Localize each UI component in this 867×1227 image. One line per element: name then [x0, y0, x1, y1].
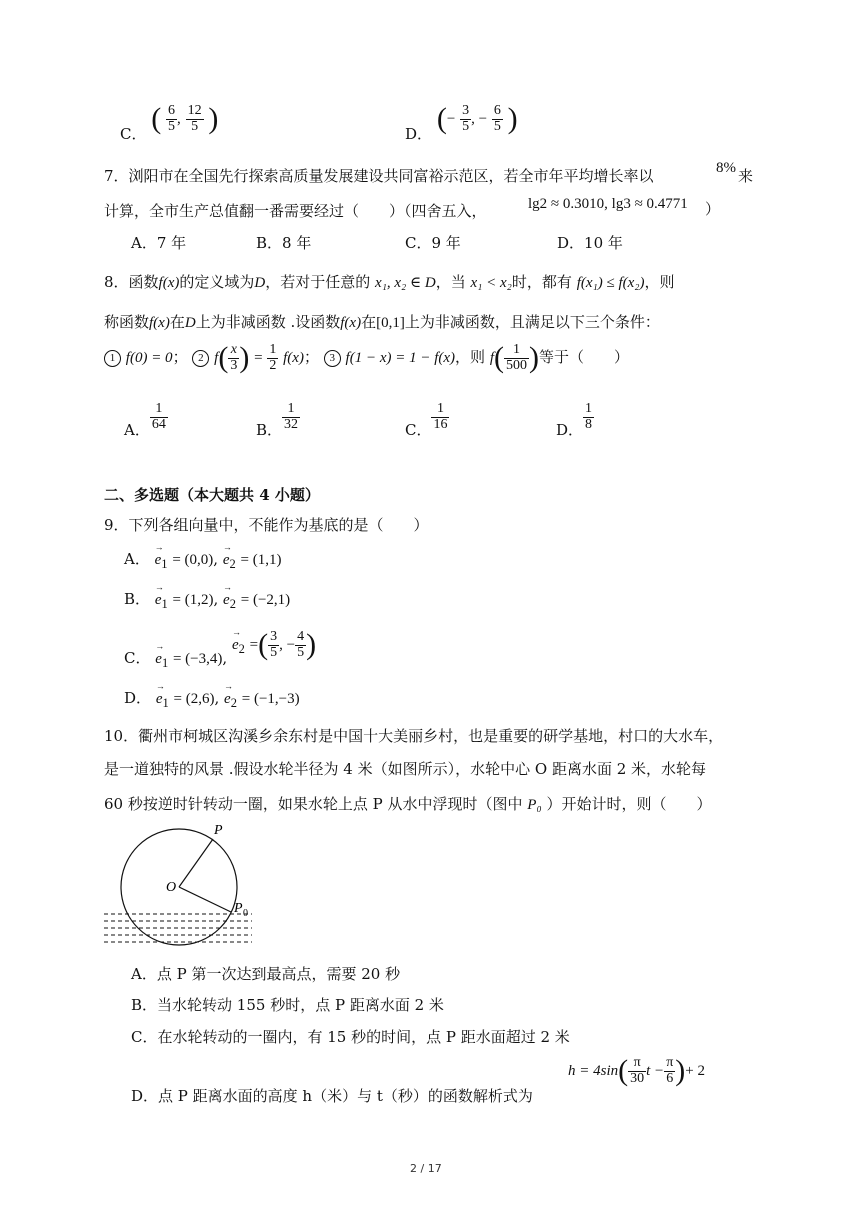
radius-to-p [179, 839, 213, 887]
q7-option-b: B．8 年 [256, 234, 312, 252]
q10-line3: 60 秒按逆时针转动一圈，如果水轮上点 P 从水中浮现时（图中 P₀ ）开始计时，则（ ） [104, 795, 712, 813]
label-o: O [166, 880, 177, 895]
q7-line2: 计算，全市生产总值翻一番需要经过（ ）（四舍五入， [104, 202, 487, 220]
q7-close: ） [705, 200, 721, 218]
q9-option-c: C． → $e_1 = (-3,4)$, → $e_2$ =( $\frac{3}{5}$ , − $\frac{4}{5}$ ) [124, 630, 316, 660]
label-p: P [214, 823, 223, 838]
q9-option-a: A． → $e_1 = (0,0)$, → $e_2 = (1,1)$ [124, 548, 282, 572]
q10-formula: h = 4sin( $\frac{\pi}{30}$ t − $\frac{\pi}{6}$ )+ 2 [568, 1054, 705, 1088]
option-label: C． [120, 125, 147, 144]
q6-option-c: C． ( $\frac{6}{5}$ , $\frac{12}{5}$ ) [120, 102, 219, 144]
q7-option-c: C．9 年 [405, 234, 461, 252]
q10-option-b: B．当水轮转动 155 秒时，点 P 距离水面 2 米 [131, 996, 444, 1014]
label-p0-sub: 0 [243, 908, 248, 919]
q7-option-d: D．10 年 [557, 234, 623, 252]
q9-option-d: D． → $e_1 = (2,6)$, → $e_2 = (-1,-3)$ [124, 687, 300, 711]
q8-line2: 称函数f(x)在D上为非减函数 .设函数f(x)在[0,1]上为非减函数，且满足以下三个条件： [104, 313, 660, 331]
q10-option-d: D．点 P 距离水面的高度 h（米）与 t（秒）的函数解析式为 [131, 1087, 533, 1105]
label-p0: P [234, 901, 243, 916]
q10-line2: 是一道独特的风景 .假设水轮半径为 4 米（如图所示），水轮中心 O 距离水面 2 米，水轮每 [104, 760, 707, 778]
q7-logs: lg2 ≈ 0.3010, lg3 ≈ 0.4771 [528, 196, 688, 212]
water-wheel-figure [100, 818, 270, 958]
q8-option-a: A． $\frac{1}{64}$ [124, 401, 166, 440]
q7-line1-end: 来 [738, 167, 754, 185]
page-number: 2 / 17 [410, 1162, 442, 1175]
q6-option-d: D． (− $\frac{3}{5}$ , − $\frac{6}{5}$ ) [405, 102, 518, 144]
radius-to-p0 [179, 887, 231, 912]
q8-line1: 8．函数f(x)的定义域为D，若对于任意的 x₁, x₂ ∈ D，当 x₁ < x₂时，都有 f(x₁) ≤ f(x₂)，则 [104, 273, 675, 291]
q9-stem: 9．下列各组向量中，不能作为基底的是（ ） [104, 516, 429, 534]
q8-option-c: C． $\frac{1}{16}$ [405, 401, 448, 440]
circled-number-1: 1 [104, 350, 121, 367]
q10-option-a: A．点 P 第一次达到最高点，需要 20 秒 [131, 965, 401, 983]
q8-option-b: B． $\frac{1}{32}$ [256, 401, 299, 440]
water-surface [104, 914, 252, 942]
q10-option-c: C．在水轮转动的一圈内，有 15 秒的时间，点 P 距水面超过 2 米 [131, 1028, 570, 1046]
circled-number-3: 3 [324, 350, 341, 367]
q7-option-a: A．7 年 [131, 234, 187, 252]
option-label: D． [405, 125, 433, 144]
q8-option-d: D． $\frac{1}{8}$ [556, 401, 593, 440]
section-title: 二、多选题（本大题共 4 小题） [104, 486, 320, 504]
q9-option-b: B． → $e_1 = (1,2)$, → $e_2 = (-2,1)$ [124, 588, 290, 612]
q8-conditions: 1 f(0) = 0； 2 f( $\frac{x}{3}$ ) = $\frac{1}{2}$ f(x)； 3 f(1 − x) = 1 − f(x)，则 f( $\frac{1}{500}$ )等于（ ） [104, 343, 629, 373]
q7-rate: 8% [716, 160, 736, 176]
q10-line1: 10．衢州市柯城区沟溪乡余东村是中国十大美丽乡村，也是重要的研学基地，村口的大水车， [104, 727, 724, 745]
q7-line1: 7．浏阳市在全国先行探索高质量发展建设共同富裕示范区，若全市年平均增长率以 [104, 167, 654, 185]
circled-number-2: 2 [192, 350, 209, 367]
